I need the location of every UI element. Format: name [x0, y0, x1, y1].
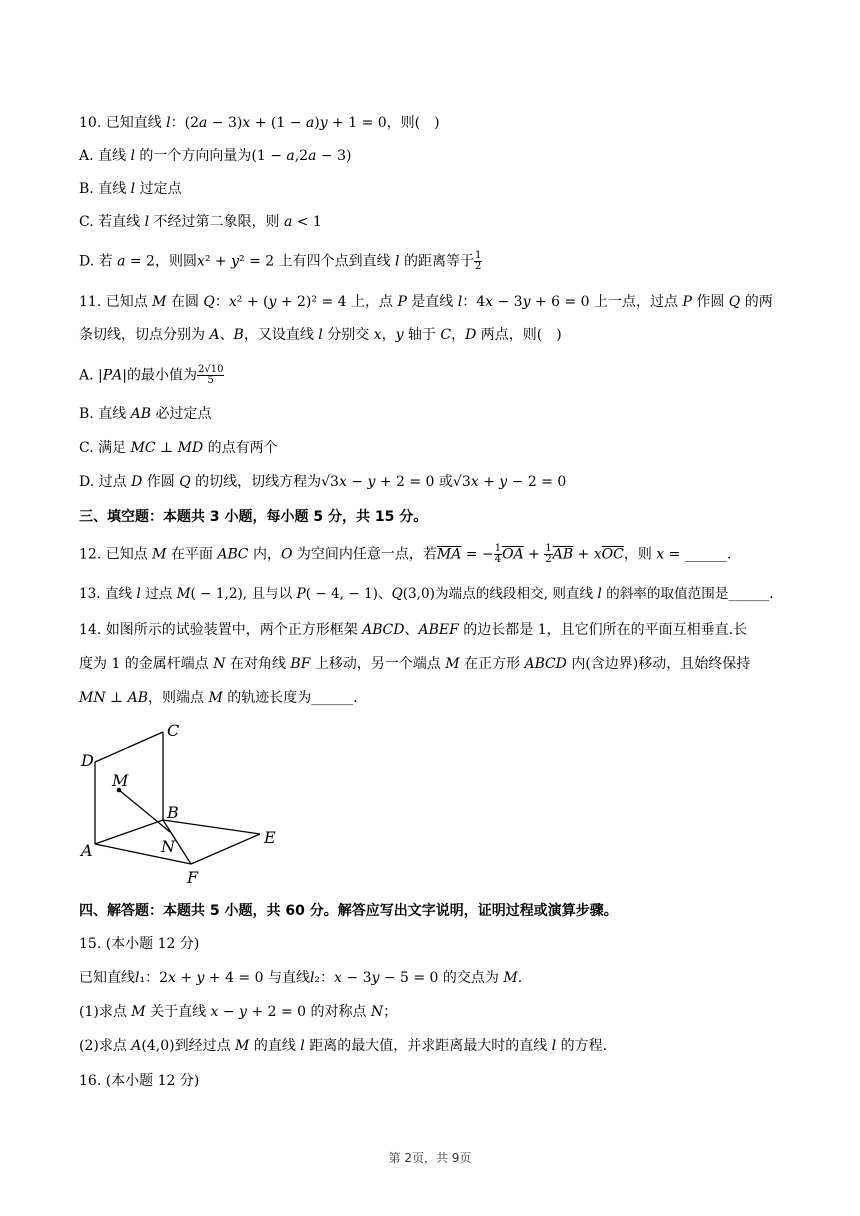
vector-ab: 𝐴𝐵	[552, 546, 574, 563]
section-4-heading: 四、解答题：本题共 5 小题，共 60 分。解答应写出文字说明，证明过程或演算步骤。	[79, 903, 618, 919]
q11-option-d: D. 过点 𝐷 作圆 𝑄 的切线，切线方程为√3𝑥 − 𝑦 + 2 = 0 或√3𝑥 + 𝑦 − 2 = 0	[79, 474, 567, 490]
q15-heading: 15. (本小题 12 分)	[79, 936, 200, 952]
q14-line1: 14. 如图所示的试验装置中，两个正方形框架 𝐴𝐵𝐶𝐷、𝐴𝐵𝐸𝐹 的边长都是 1，且它们所在的平面互相垂直.长	[79, 622, 748, 638]
vector-ma: 𝑀𝐴	[436, 546, 462, 563]
q12-plus: +	[523, 546, 545, 563]
label-e: E	[264, 828, 276, 847]
q12-text: 12. 已知点 𝑀 在平面 𝐴𝐵𝐶 内，𝑂 为空间内任意一点，若	[79, 546, 437, 563]
edge-dc	[95, 732, 163, 762]
fraction: $\frac{1}{4}$	[494, 543, 502, 565]
q14-line3: 𝑀𝑁 ⊥ 𝐴𝐵，则端点 𝑀 的轨迹长度为______.	[79, 690, 358, 706]
q10-option-d	[79, 251, 790, 272]
q10-option-d-text: D. 若 𝑎 = 2，则圆𝑥² + 𝑦² = 2 上有四个点到直线 𝑙 的距离等于	[79, 253, 474, 270]
q11-stem-line1: 11. 已知点 𝑀 在圆 𝑄：𝑥² + (𝑦 + 2)² = 4 上，点 𝑃 是直线 𝑙：4𝑥 − 3𝑦 + 6 = 0 上一点，过点 𝑃 作圆 𝑄 的两	[79, 294, 773, 310]
edge-ab	[95, 820, 163, 844]
square-frames-diagram	[79, 718, 289, 886]
q15-line1: 已知直线𝑙₁：2𝑥 + 𝑦 + 4 = 0 与直线𝑙₂：𝑥 − 3𝑦 − 5 = 0 的交点为 𝑀.	[79, 970, 523, 986]
fraction: $\frac{1}{2}$	[545, 543, 552, 565]
label-d: D	[81, 751, 94, 770]
q12	[79, 544, 790, 565]
label-a: A	[81, 841, 93, 860]
q11-option-b: B. 直线 𝐴𝐵 必过定点	[79, 406, 212, 422]
label-b: B	[167, 803, 179, 822]
q12-eq: = −	[461, 546, 494, 563]
q10-option-a: A. 直线 𝑙 的一个方向向量为(1 − 𝑎,2𝑎 − 3)	[79, 148, 352, 164]
section-3-heading: 三、填空题：本题共 3 小题，每小题 5 分，共 15 分。	[79, 509, 428, 525]
q11-option-c: C. 满足 𝑀𝐶 ⊥ 𝑀𝐷 的点有两个	[79, 440, 278, 456]
geometry-figure	[79, 718, 289, 886]
q12-plus-x: + 𝑥	[573, 546, 602, 563]
edge-ef	[191, 834, 260, 864]
fraction: $\frac{1}{2}$	[475, 250, 482, 272]
fraction: $\frac{2√10}{5}$	[197, 364, 224, 386]
edge-af	[95, 844, 191, 864]
q10-stem: 10. 已知直线 𝑙：(2𝑎 − 3)𝑥 + (1 − 𝑎)𝑦 + 1 = 0，则( )	[79, 115, 440, 131]
label-f: F	[187, 868, 199, 886]
q10-option-b: B. 直线 𝑙 过定点	[79, 181, 182, 197]
edge-be	[163, 820, 260, 834]
q12-tail: ，则 𝑥 = ______.	[623, 546, 732, 563]
q10-option-c: C. 若直线 𝑙 不经过第二象限，则 𝑎 < 1	[79, 214, 322, 230]
q11-option-a-text: A. |𝑃𝐴|的最小值为	[79, 367, 197, 384]
q16-heading: 16. (本小题 12 分)	[79, 1073, 200, 1089]
page-footer: 第 2页，共 9页	[388, 1151, 472, 1165]
q13: 13. 直线 𝑙 过点 𝑀( − 1,2), 且与以 𝑃( − 4, − 1)、𝑄(3,0)为端点的线段相交, 则直线 𝑙 的斜率的取值范围是______.	[79, 586, 774, 602]
label-n: N	[161, 837, 175, 856]
label-m: M	[112, 771, 129, 790]
q15-line2: (1)求点 𝑀 关于直线 𝑥 − 𝑦 + 2 = 0 的对称点 𝑁；	[79, 1004, 398, 1020]
q15-line3: (2)求点 𝐴(4,0)到经过点 𝑀 的直线 𝑙 距离的最大值，并求距离最大时的直线 𝑙 的方程.	[79, 1038, 608, 1054]
vector-oa: 𝑂𝐴	[502, 546, 524, 563]
q11-option-a	[79, 365, 790, 386]
q11-stem-line2: 条切线，切点分别为 𝐴、𝐵，又设直线 𝑙 分别交 𝑥，𝑦 轴于 𝐶，𝐷 两点，则( )	[79, 327, 562, 343]
label-c: C	[167, 721, 180, 740]
q14-line2: 度为 1 的金属杆端点 𝑁 在对角线 𝐵𝐹 上移动，另一个端点 𝑀 在正方形 𝐴𝐵𝐶𝐷 内(含边界)移动，且始终保持	[79, 656, 751, 672]
vector-oc: 𝑂𝐶	[601, 546, 624, 563]
